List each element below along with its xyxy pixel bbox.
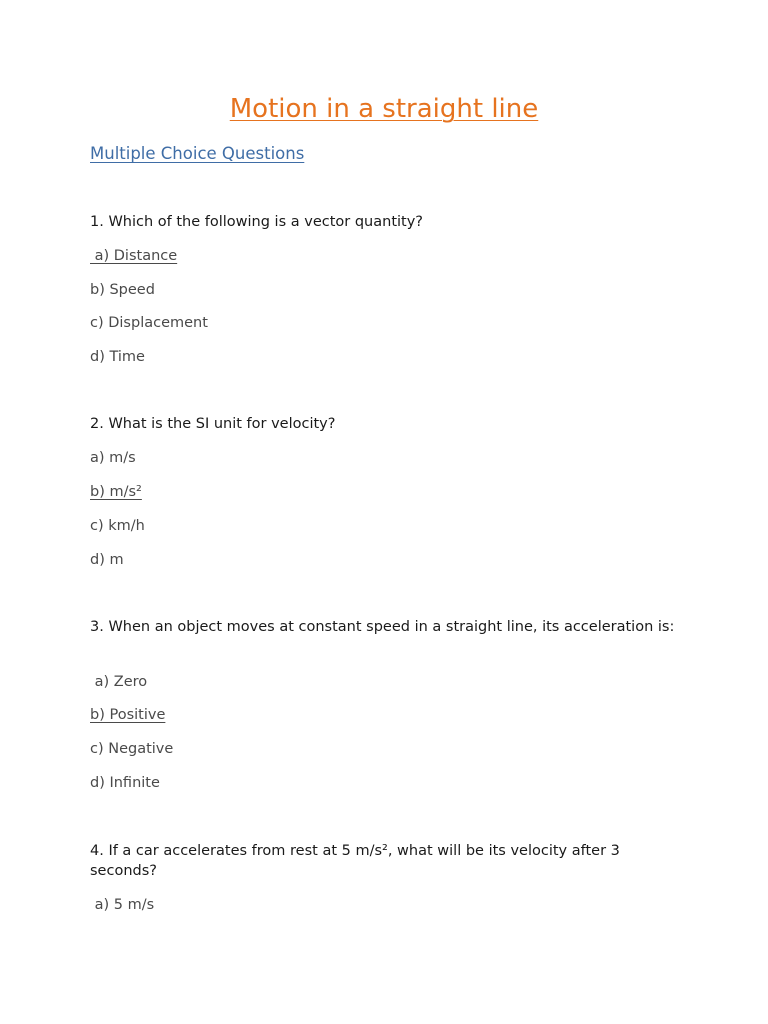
section-heading: Multiple Choice Questions — [90, 144, 305, 163]
question-1-option-c: c) Displacement — [90, 315, 208, 331]
question-2-option-a: a) m/s — [90, 450, 136, 466]
document-title: Motion in a straight line — [229, 94, 539, 124]
question-2-option-b: b) m/s² — [90, 484, 142, 500]
question-4: 4. If a car accelerates from rest at 5 m/s², what will be its velocity after 3 seconds? — [90, 843, 620, 879]
question-4-option-a: a) 5 m/s — [90, 897, 155, 913]
question-2-option-d: d) m — [90, 552, 124, 568]
question-1-option-a: a) Distance — [90, 248, 178, 264]
question-1: 1. Which of the following is a vector quantity? — [90, 214, 423, 230]
question-1-option-d: d) Time — [90, 349, 145, 365]
question-2-option-c: c) km/h — [90, 518, 145, 534]
question-3-option-d: d) Infinite — [90, 775, 160, 791]
question-3-option-a: a) Zero — [90, 674, 148, 690]
question-2: 2. What is the SI unit for velocity? — [90, 416, 336, 432]
question-1-option-b: b) Speed — [90, 282, 155, 298]
question-3-option-c: c) Negative — [90, 741, 174, 757]
question-3-option-b: b) Positive — [90, 707, 166, 723]
question-3: 3. When an object moves at constant speed in a straight line, its acceleration is: — [90, 619, 675, 635]
